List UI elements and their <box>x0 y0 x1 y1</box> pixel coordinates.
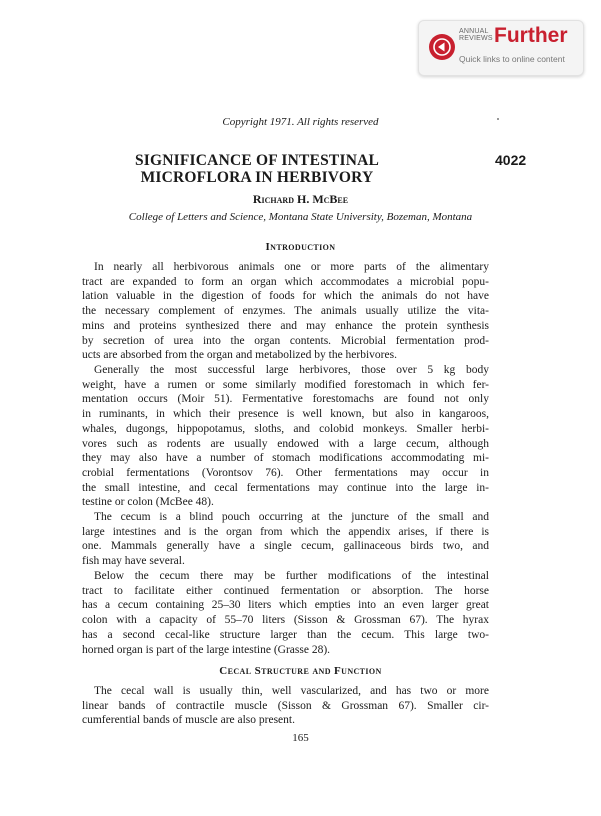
copyright-line: Copyright 1971. All rights reserved <box>222 116 379 128</box>
further-banner[interactable] <box>418 20 584 76</box>
section-heading-cecal-structure: Cecal Structure and Function <box>219 665 382 677</box>
body-paragraph-2: Generally the most successful large herbivores, those over 5 kg body weight, have a rumen or some similarly modified forestomach in which fer- mentation occurs (Moir 51). Fermentative forestomachs are found not only in ruminants, in which their presence is well known, but also in kangaroos, whales, dugongs, hippopotamus, sloths, and colobid monkeys. Smaller herbi- vores such as rodents are usually endowed with a large cecum, although they may also have a number of stomach modifications accommodating mi- crobial fermentations (Vorontsov 76). Other fermentations may occur in the small intestine, and cecal fermentations may continue into the large in- testine or colon (McBee 48). <box>82 364 489 509</box>
body-paragraph-5: The cecal wall is usually thin, well vascularized, and has two or more linear bands of contractile muscle (Sisson & Grossman 67). Smaller cir- cumferential bands of muscle are also present. <box>82 685 489 727</box>
body-paragraph-3: The cecum is a blind pouch occurring at the juncture of the small and large intestines and is the organ from which the appendix arises, if there is one. Mammals generally have a single cecum, gallinaceous birds two, and fish may have several. <box>82 511 489 568</box>
section-heading-introduction: Introduction <box>265 241 336 253</box>
article-number: 4022 <box>495 152 527 168</box>
author-name: Richard H. McBee <box>252 192 349 206</box>
play-back-icon <box>429 34 455 60</box>
banner-subtitle: Quick links to online content <box>459 54 565 64</box>
body-paragraph-1: In nearly all herbivorous animals one or more parts of the alimentary tract are expanded to form an organ which accommodates a microbial popu- lation valuable in the digestion of foods for which the animals do not have the necessary complement of enzymes. The animals usually utilize the vita- mins and proteins synthesized there and may enhance the protein synthesis by secretion of urea into the organ contents. Microbial fermentation prod- ucts are absorbed from the organ and metabolized by the herbivores. <box>82 261 489 362</box>
banner-brand: ANNUAL REVIEWS <box>459 28 493 42</box>
article-title: SIGNIFICANCE OF INTESTINAL MICROFLORA IN HERBIVORY <box>134 152 380 186</box>
banner-title: Further <box>494 24 568 47</box>
body-paragraph-4: Below the cecum there may be further modifications of the intestinal tract to facilitate either continued fermentation or absorption. The horse has a cecum containing 25–30 liters which empties into an even larger great colon with a capacity of 55–70 liters (Sisson & Grossman 67). The hyrax has a second cecal-like structure larger than the cecum. This large two- horned organ is part of the large intestine (Grasse 28). <box>82 570 489 656</box>
author-affiliation: College of Letters and Science, Montana State University, Bozeman, Montana <box>128 211 473 223</box>
page-number: 165 <box>292 732 309 744</box>
